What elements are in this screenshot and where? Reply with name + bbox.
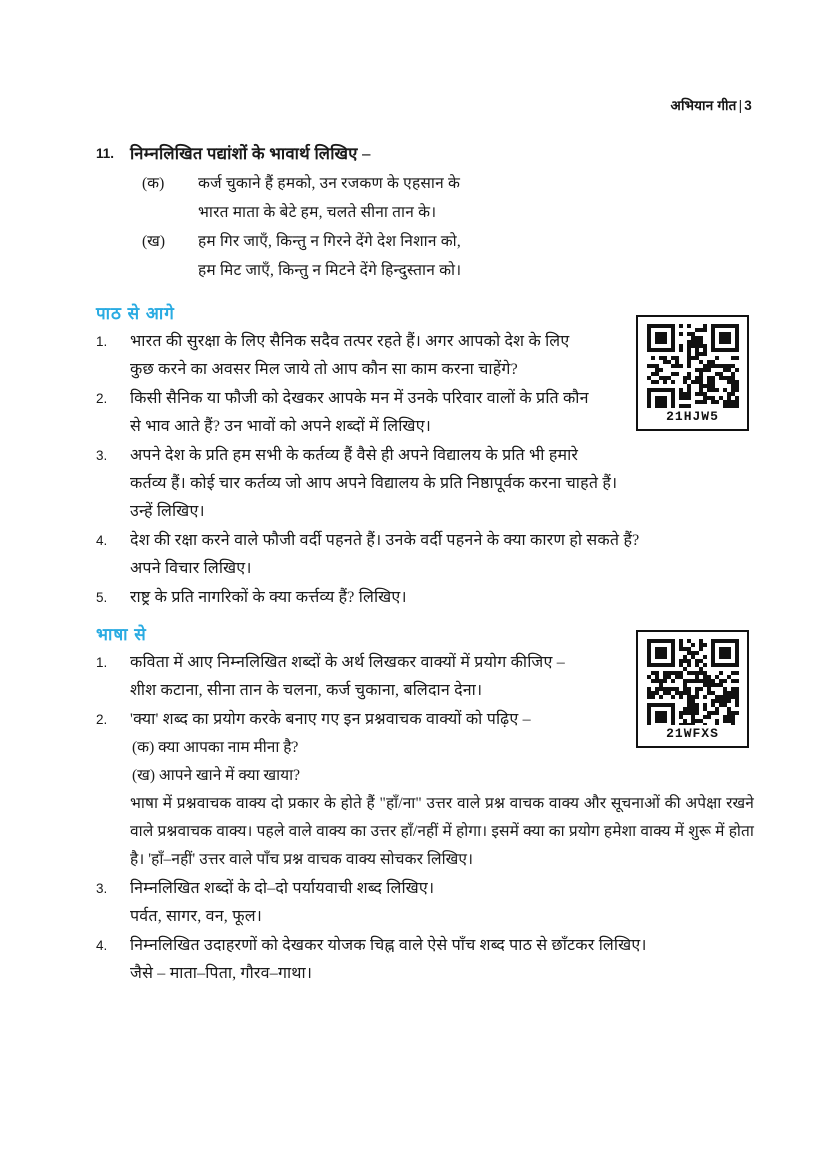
bhasha-item-2-subitem-kha: (ख) आपने खाने में क्या खाया? bbox=[132, 767, 301, 784]
section-heading-paath-se-aage: पाठ से आगे bbox=[96, 304, 175, 323]
paath-item-5-number: 5. bbox=[96, 590, 108, 605]
text-line: अपने विचार लिखिए। bbox=[130, 560, 252, 577]
bhasha-item-4-number: 4. bbox=[96, 938, 108, 953]
text-line: अपने देश के प्रति हम सभी के कर्तव्य हैं वैसे ही अपने विद्यालय के प्रति भी हमारे bbox=[130, 447, 579, 464]
bhasha-item-3-body bbox=[130, 875, 754, 931]
paath-item-2-number: 2. bbox=[96, 391, 108, 406]
paath-item-3-body bbox=[130, 442, 754, 526]
verse-line: हम गिर जाएँ, किन्तु न गिरने देंगे देश निशान को, bbox=[198, 233, 461, 250]
text-line: से भाव आते हैं? उन भावों को अपने शब्दों में लिखिए। bbox=[130, 418, 432, 435]
question-11-body bbox=[130, 140, 754, 168]
running-head bbox=[670, 96, 752, 114]
question-11-subitem-ka-label: (क) bbox=[142, 175, 165, 192]
paath-item-4-body bbox=[130, 527, 754, 583]
question-11-number: 11. bbox=[96, 146, 115, 161]
text-line: राष्ट्र के प्रति नागरिकों के क्या कर्त्तव्य हैं? लिखिए। bbox=[130, 589, 407, 606]
text-line: किसी सैनिक या फौजी को देखकर आपके मन में उनके परिवार वालों के प्रति कौन bbox=[130, 390, 589, 407]
document-content bbox=[96, 140, 754, 989]
question-11-subitem-ka-body bbox=[198, 169, 754, 227]
bhasha-item-1 bbox=[96, 649, 754, 705]
bhasha-item-1-body bbox=[130, 649, 754, 705]
qr-code-label-2: 21WFXS bbox=[666, 726, 719, 741]
section-heading-bhasha-se: भाषा से bbox=[96, 625, 147, 644]
paath-item-2 bbox=[96, 385, 754, 441]
running-head-separator: | bbox=[738, 98, 743, 113]
text-line: कविता में आए निम्नलिखित शब्दों के अर्थ लिखकर वाक्यों में प्रयोग कीजिए – bbox=[130, 654, 565, 671]
verse-line: भारत माता के बेटे हम, चलते सीना तान के। bbox=[198, 204, 437, 221]
paath-item-5 bbox=[96, 584, 754, 612]
paath-item-4-number: 4. bbox=[96, 533, 108, 548]
running-head-title: अभियान गीत bbox=[670, 98, 737, 113]
bhasha-item-2 bbox=[96, 706, 754, 874]
text-line: शीश कटाना, सीना तान के चलना, कर्ज चुकाना, बलिदान देना। bbox=[130, 682, 483, 699]
text-line: निम्नलिखित शब्दों के दो–दो पर्यायवाची शब्द लिखिए। bbox=[130, 880, 435, 897]
text-line: भारत की सुरक्षा के लिए सैनिक सदैव तत्पर रहते हैं। अगर आपको देश के लिए bbox=[130, 333, 570, 350]
question-11-subitem-ka bbox=[142, 169, 754, 227]
bhasha-item-4 bbox=[96, 932, 754, 988]
text-line: 'क्या' शब्द का प्रयोग करके बनाए गए इन प्रश्नवाचक वाक्यों को पढ़िए – bbox=[130, 711, 531, 728]
paath-item-3-number: 3. bbox=[96, 448, 108, 463]
paath-item-3 bbox=[96, 442, 754, 526]
paath-item-1-number: 1. bbox=[96, 334, 108, 349]
question-11 bbox=[96, 140, 754, 168]
text-line: जैसे – माता–पिता, गौरव–गाथा। bbox=[130, 965, 313, 982]
question-11-subitem-kha bbox=[142, 227, 754, 285]
paath-item-2-body bbox=[130, 385, 754, 441]
paath-item-1-body bbox=[130, 328, 754, 384]
paath-item-4 bbox=[96, 527, 754, 583]
bhasha-item-2-subitem-ka: (क) क्या आपका नाम मीना है? bbox=[132, 739, 299, 756]
question-11-subitem-kha-label: (ख) bbox=[142, 233, 166, 250]
bhasha-item-3 bbox=[96, 875, 754, 931]
text-line: पर्वत, सागर, वन, फूल। bbox=[130, 908, 263, 925]
bhasha-item-2-paragraph: भाषा में प्रश्नवाचक वाक्य दो प्रकार के होते हैं "हाँ/ना" उत्तर वाले प्रश्न वाचक वाक्य और सूचनाओं की अपेक्षा रखने वाले प्रश्नवाचक वाक्य। पहले वाले वाक्य का उत्तर हाँ/नहीं में होगा। इसमें क्या का प्रयोग हमेशा वाक्य में शुरू में होता है। 'हाँ–नहीं' उत्तर वाले पाँच प्रश्न वाचक वाक्य सोचकर लिखिए। bbox=[130, 795, 754, 868]
question-11-prompt: निम्नलिखित पद्यांशों के भावार्थ लिखिए – bbox=[130, 144, 371, 163]
bhasha-item-2-body bbox=[130, 706, 754, 874]
running-head-page-number: 3 bbox=[744, 98, 752, 113]
paath-item-5-body bbox=[130, 584, 754, 612]
text-line: कुछ करने का अवसर मिल जाये तो आप कौन सा काम करना चाहेंगे? bbox=[130, 361, 518, 378]
text-line: देश की रक्षा करने वाले फौजी वर्दी पहनते हैं। उनके वर्दी पहनने के क्या कारण हो सकते हैं? bbox=[130, 532, 640, 549]
verse-line: हम मिट जाएँ, किन्तु न मिटने देंगे हिन्दुस्तान को। bbox=[198, 262, 462, 279]
paath-item-1 bbox=[96, 328, 754, 384]
text-line: कर्तव्य हैं। कोई चार कर्तव्य जो आप अपने विद्यालय के प्रति निष्ठापूर्वक करना चाहते हैं। bbox=[130, 475, 618, 492]
text-line: निम्नलिखित उदाहरणों को देखकर योजक चिह्न वाले ऐसे पाँच शब्द पाठ से छाँटकर लिखिए। bbox=[130, 937, 647, 954]
text-line: उन्हें लिखिए। bbox=[130, 503, 205, 520]
bhasha-item-4-body bbox=[130, 932, 754, 988]
bhasha-item-1-number: 1. bbox=[96, 655, 108, 670]
bhasha-item-3-number: 3. bbox=[96, 881, 108, 896]
bhasha-item-2-number: 2. bbox=[96, 712, 108, 727]
qr-code-label-1: 21HJW5 bbox=[666, 409, 719, 424]
verse-line: कर्ज चुकाने हैं हमको, उन रजकण के एहसान के bbox=[198, 175, 461, 192]
question-11-subitem-kha-body bbox=[198, 227, 754, 285]
